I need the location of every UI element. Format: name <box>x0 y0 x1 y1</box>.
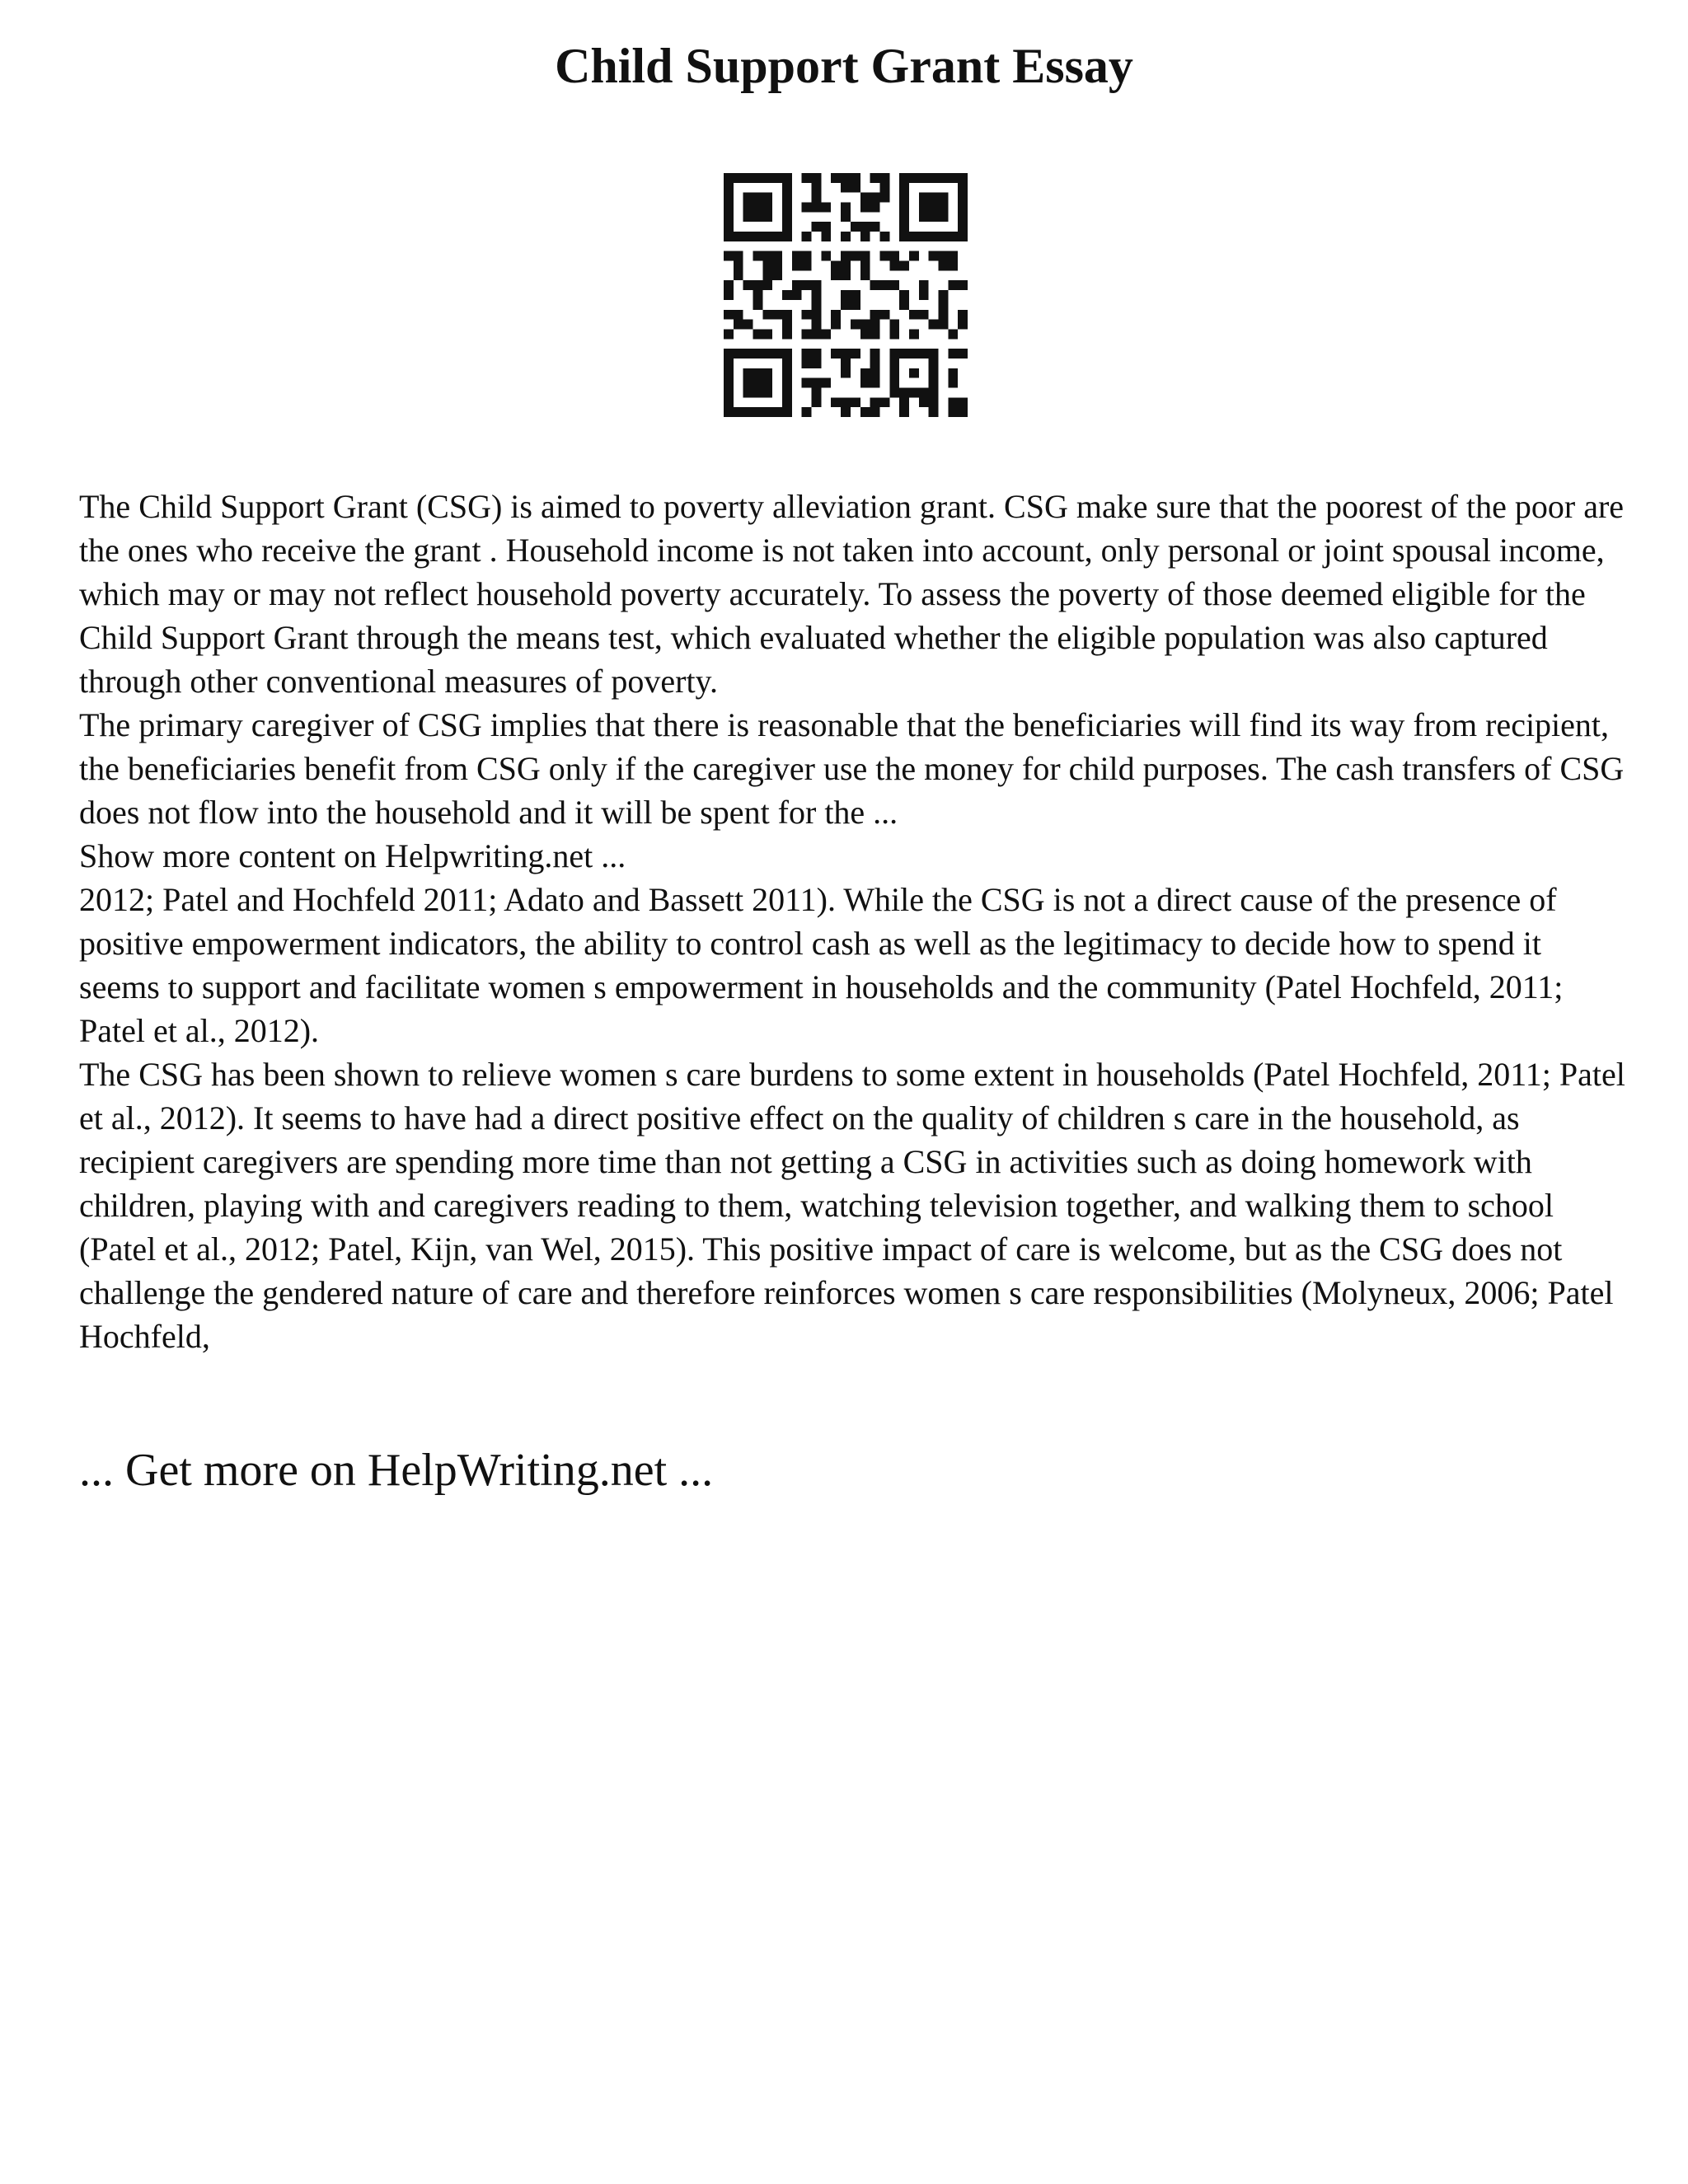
page-title: Child Support Grant Essay <box>555 39 1133 93</box>
essay-body <box>79 485 1629 1358</box>
essay-paragraph: The CSG has been shown to relieve women s care burdens to some extent in households (Patel Hochfeld, 2011; Patel et al., 2012). It seems to have had a direct positive effect on the quality of children s care in the household, as recipient caregivers are spending more time than not getting a CSG in activities such as doing homework with children, playing with and caregivers reading to them, watching television together, and walking them to school (Patel et al., 2012; Patel, Kijn, van Wel, 2015). This positive impact of care is welcome, but as the CSG does not challenge the gendered nature of care and therefore reinforces women s care responsibilities (Molyneux, 2006; Patel Hochfeld, <box>79 1056 1625 1355</box>
qr-code-icon <box>724 173 968 417</box>
get-more-link[interactable]: ... Get more on HelpWriting.net ... <box>79 1445 714 1496</box>
essay-paragraph: The primary caregiver of CSG implies that there is reasonable that the beneficiaries will find its way from recipient, the beneficiaries benefit from CSG only if the caregiver use the money for child purposes. The cash transfers of CSG does not flow into the household and it will be spent for the ... <box>79 706 1625 831</box>
essay-paragraph: 2012; Patel and Hochfeld 2011; Adato and Bassett 2011). While the CSG is not a direct cause of the presence of positive empowerment indicators, the ability to control cash as well as the legitimacy to decide how to spend it seems to support and facilitate women s empowerment in households and the community (Patel Hochfeld, 2011; Patel et al., 2012). <box>79 881 1564 1049</box>
show-more-link[interactable]: Show more content on Helpwriting.net ... <box>79 837 626 874</box>
essay-paragraph: The Child Support Grant (CSG) is aimed to poverty alleviation grant. CSG make sure that the poorest of the poor are the ones who receive the grant . Household income is not taken into account, only personal or joint spousal income, which may or may not reflect household poverty accurately. To assess the poverty of those deemed eligible for the Child Support Grant through the means test, which evaluated whether the eligible population was also captured through other conventional measures of poverty. <box>79 488 1625 700</box>
